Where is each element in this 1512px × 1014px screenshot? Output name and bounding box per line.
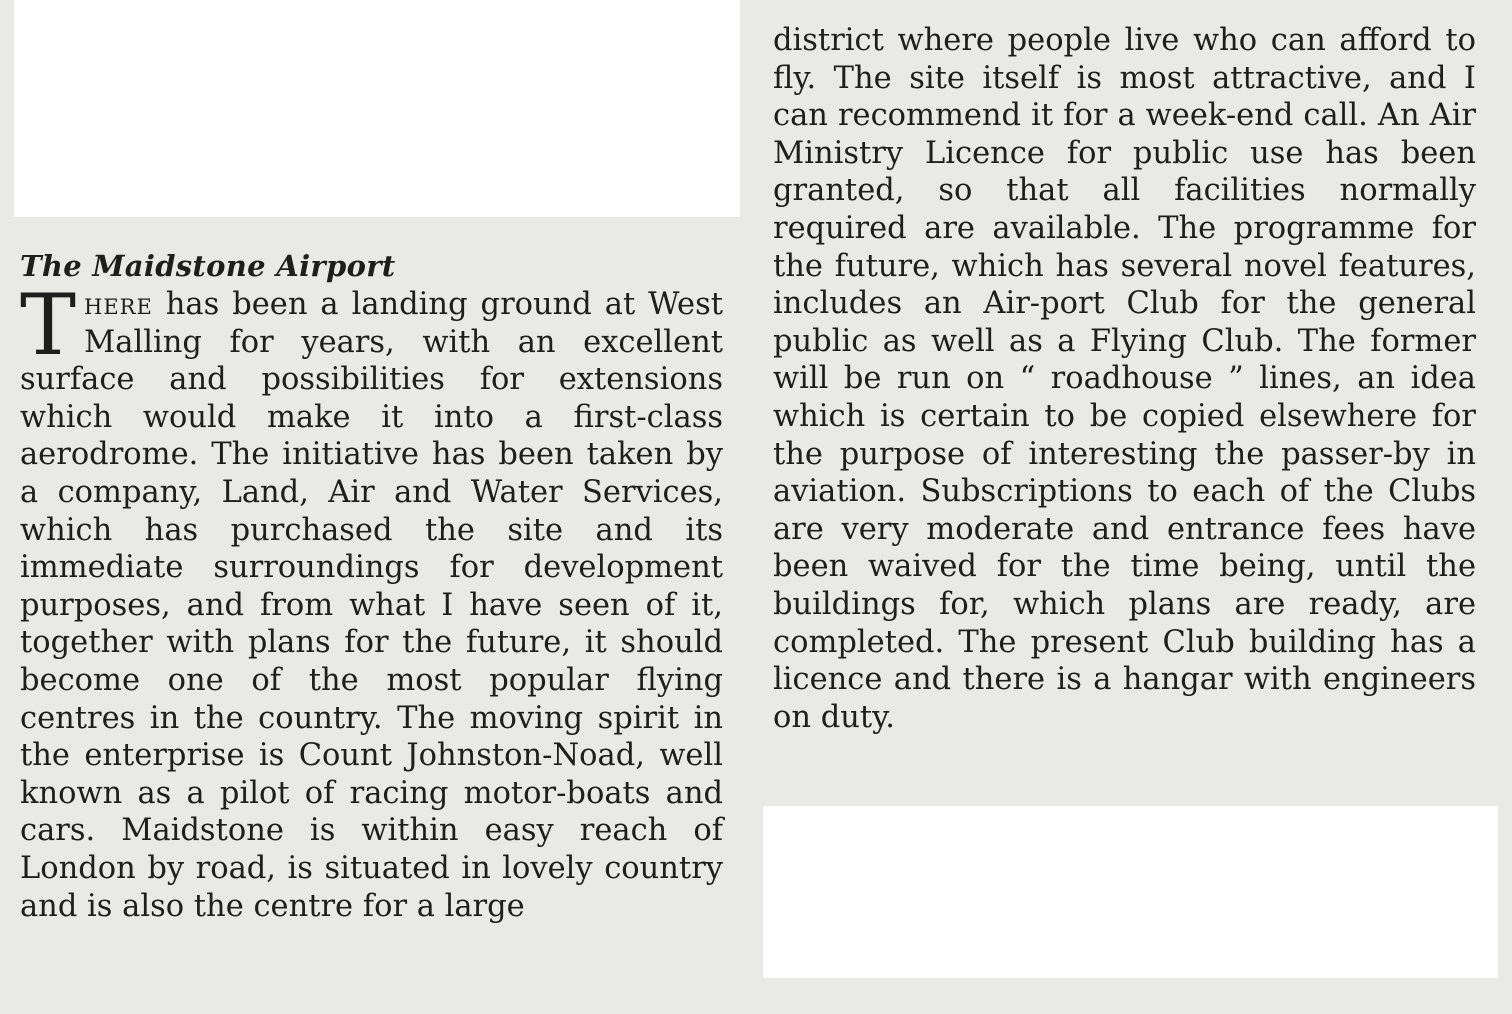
blank-area-top-left xyxy=(14,0,740,217)
right-column xyxy=(773,22,1476,736)
right-body-text: district where people live who can afford to fly. The site itself is most attractive, and I can recommend it for a week-end call. An Air Ministry Licence for public use has been granted, so that all facilities normally required are available. The programme for the future, which has several novel features, includes an Air-port Club for the general public as well as a Flying Club. The former will be run on “ roadhouse ” lines, an idea which is certain to be copied elsewhere for the purpose of interesting the passer-by in aviation. Subscriptions to each of the Clubs are very moderate and entrance fees have been waived for the time being, until the buildings for, which plans are ready, are completed. The present Club building has a licence and there is a hangar with engineers on duty. xyxy=(773,23,1476,735)
lead-word: here xyxy=(84,287,153,322)
left-body-text: has been a landing ground at West Malling for years, with an excellent surface and possibilities for extensions which would make it into a first-class aerodrome. The initiative has been taken by a company, Land, Air and Water Services, which has purchased the site and its immediate surroundings for development purposes, and from what I have seen of it, together with plans for the future, it should become one of the most popular flying centres in the country. The moving spirit in the enterprise is Count Johnston-Noad, well known as a pilot of racing motor-boats and cars. Maidstone is within easy reach of London by road, is situated in lovely country and is also the centre for a large xyxy=(20,287,723,924)
article-heading: The Maidstone Airport xyxy=(20,249,396,283)
left-column xyxy=(20,246,723,925)
drop-cap: T xyxy=(20,276,77,374)
left-column-text xyxy=(20,276,723,925)
blank-area-bottom-right xyxy=(763,806,1498,978)
